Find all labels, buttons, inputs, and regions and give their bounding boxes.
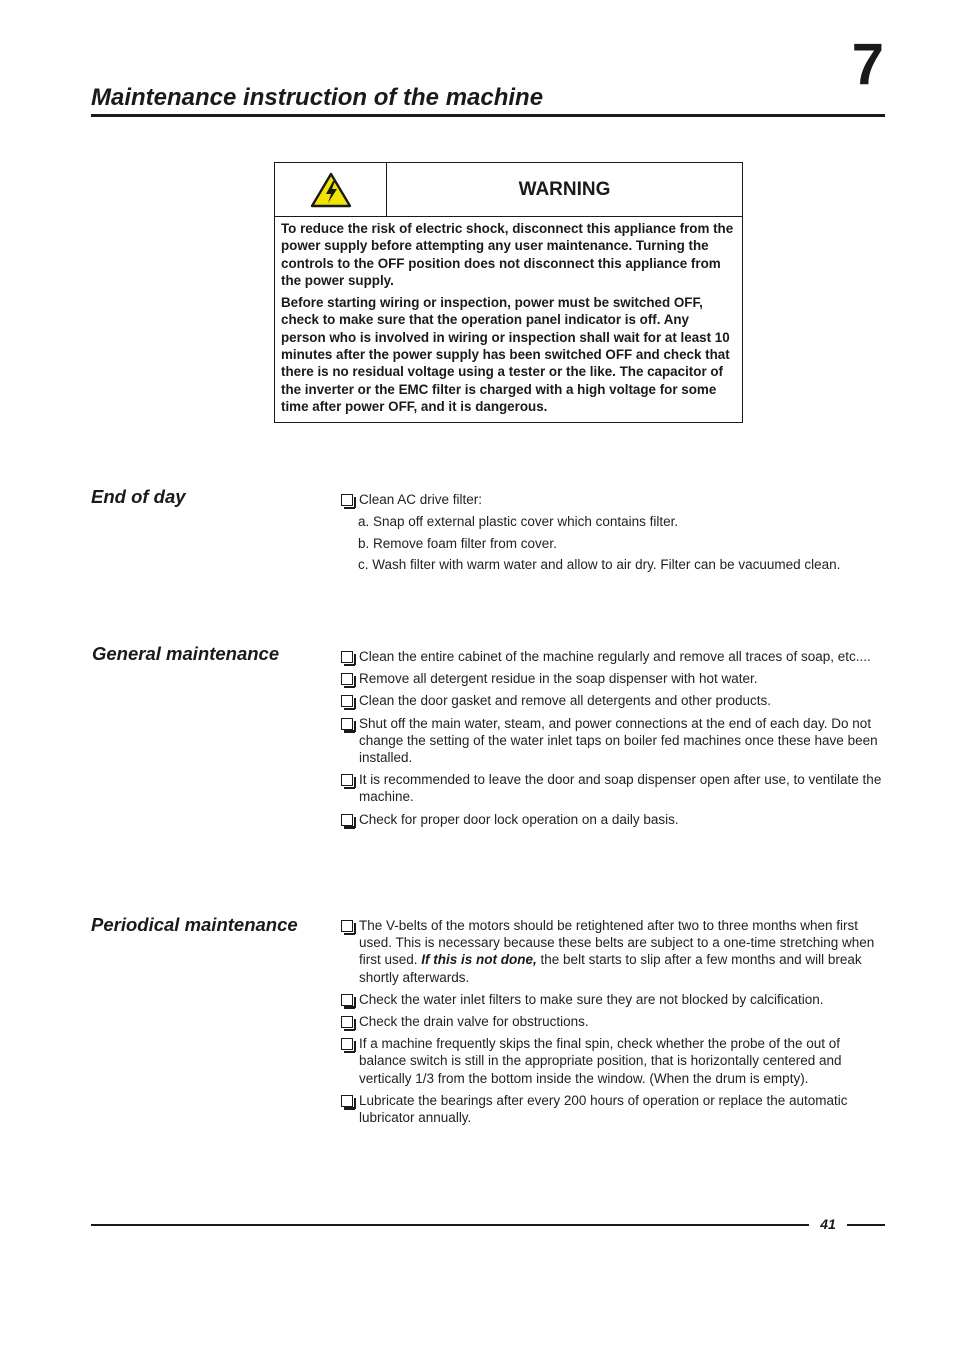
checklist-item-text: Shut off the main water, steam, and power connections at the end of each day. Do not change the setting of the water inlet taps on boiler fed machines once these have been installed.: [359, 715, 878, 766]
checkbox-icon: [341, 673, 353, 685]
page-number: 41: [820, 1216, 836, 1232]
item-text-part: The V-belts of the motors should be retightened after two to three months when first used. This is necessary because these belts are subject to a one-time stretching when first used.: [359, 918, 875, 968]
section-title-periodical-maintenance: Periodical maintenance: [91, 914, 298, 935]
chapter-number: 7: [851, 32, 884, 97]
checklist-item: [340, 1035, 885, 1087]
checklist-item: [340, 692, 885, 709]
warning-paragraph: To reduce the risk of electric shock, disconnect this appliance from the power supply before attempting any user maintenance. Turning the controls to the OFF position does not disconnect this appliance from the power supply.: [281, 221, 734, 288]
warning-icon-cell: [275, 163, 387, 216]
checkbox-icon: [341, 920, 353, 932]
section-title-general-maintenance: General maintenance: [92, 643, 280, 664]
checklist-item-text: It is recommended to leave the door and soap dispenser open after use, to ventilate the machine.: [359, 772, 882, 805]
checklist-item: [340, 771, 885, 805]
checklist-item: [340, 1092, 885, 1126]
checklist-item: [340, 1013, 885, 1030]
checklist-item-text: Remove all detergent residue in the soap dispenser with hot water.: [359, 671, 758, 687]
checklist-item-text: Check for proper door lock operation on a daily basis.: [359, 811, 679, 827]
warning-header: [275, 163, 742, 217]
warning-title: WARNING: [518, 178, 611, 200]
checkbox-icon: [341, 1016, 353, 1028]
footer-divider-left: [91, 1224, 809, 1226]
warning-body: [275, 217, 742, 422]
checklist-item: [340, 491, 885, 508]
checkbox-icon: [341, 814, 353, 826]
checklist-item-text: Check the water inlet filters to make sure they are not blocked by calcification.: [359, 991, 824, 1007]
end-of-day-list: [340, 491, 885, 578]
checklist-item: [340, 811, 885, 828]
sub-item: b. Remove foam filter from cover.: [358, 535, 557, 551]
checkbox-icon: [341, 494, 353, 506]
checkbox-icon: [341, 774, 353, 786]
page-title: Maintenance instruction of the machine: [91, 84, 544, 111]
sub-item: c. Wash filter with warm water and allow to air dry. Filter can be vacuumed clean.: [358, 557, 841, 573]
footer-divider-right: [847, 1224, 885, 1226]
general-maintenance-list: [340, 648, 885, 833]
sub-item: a. Snap off external plastic cover which contains filter.: [358, 514, 679, 530]
checkbox-icon: [341, 1095, 353, 1107]
checklist-item-text: [359, 918, 874, 985]
warning-box: [274, 162, 743, 423]
checkbox-icon: [341, 718, 353, 730]
checklist-item-text: If a machine frequently skips the final spin, check whether the probe of the out of balance switch is still in the appropriate position, that is horizontally centered and vertically 1/3 from the bottom inside the window. (When the drum is empty).: [359, 1036, 842, 1086]
checklist-item-text: Clean the door gasket and remove all detergents and other products.: [359, 693, 772, 709]
checklist-item-text: Lubricate the bearings after every 200 hours of operation or replace the automatic lubricator annually.: [359, 1092, 848, 1126]
checklist-item: [340, 917, 885, 986]
checkbox-icon: [341, 1038, 353, 1050]
checkbox-icon: [341, 651, 353, 663]
item-text-part: the belt starts to slip after a few months and will break shortly afterwards.: [359, 952, 862, 985]
checklist-item: [340, 991, 885, 1008]
checklist-item-text: Check the drain valve for obstructions.: [359, 1014, 589, 1030]
section-title-end-of-day: End of day: [91, 486, 186, 507]
checkbox-icon: [341, 695, 353, 707]
warning-paragraph: Before starting wiring or inspection, power must be switched OFF, check to make sure that the operation panel indicator is off. Any person who is involved in wiring or inspection shall wait for at least 10 minutes after the power supply has been switched OFF and check that there is no residual voltage using a tester or the like. The capacitor of the inverter or the EMC filter is charged with a high voltage for some time after power OFF, and it is dangerous.: [281, 295, 730, 414]
electric-shock-warning-icon: [310, 172, 352, 208]
checklist-item-text: Clean the entire cabinet of the machine regularly and remove all traces of soap, etc....: [359, 649, 871, 664]
checklist-item-text: Clean AC drive filter:: [359, 492, 483, 507]
checklist-item: [340, 670, 885, 687]
checkbox-icon: [341, 994, 353, 1006]
checklist-item: [340, 648, 885, 665]
title-divider: [91, 114, 885, 117]
periodical-maintenance-list: [340, 917, 885, 1131]
emphasis-text: If this is not done,: [421, 952, 537, 968]
checklist-item: [340, 715, 885, 767]
